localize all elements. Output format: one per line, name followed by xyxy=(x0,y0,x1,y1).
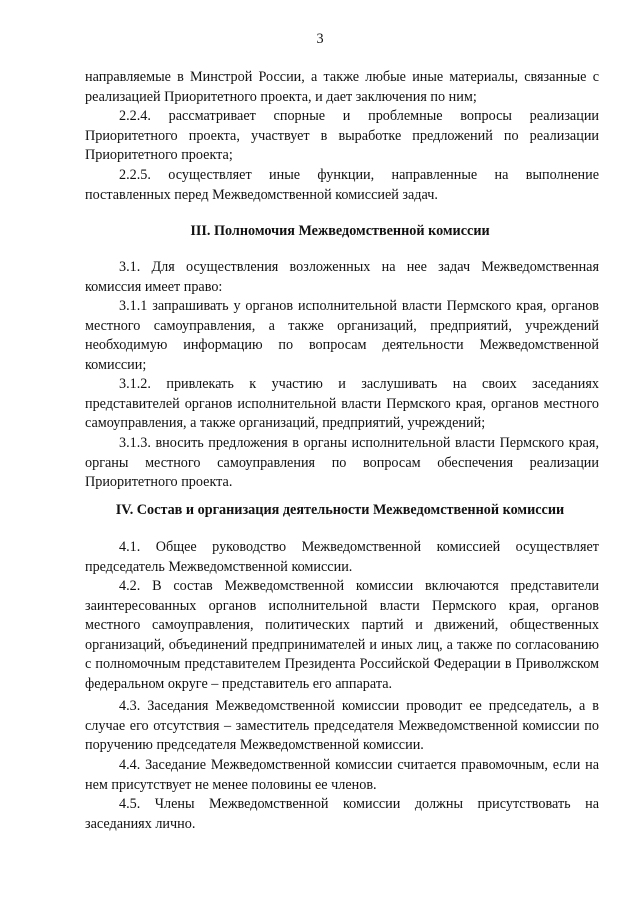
page-number: 3 xyxy=(316,31,324,47)
paragraph-4-3: 4.3. Заседания Межведомственной комиссии проводит ее председатель, а в случае его отсутствия – заместитель председателя Межведомственной комиссии по поручению председателя Межведомственной комиссии. xyxy=(85,698,599,754)
paragraph-3-1-2: 3.1.2. привлекать к участию и заслушивать на своих заседаниях представителей органов исполнительной власти Пермского края, органов местного самоуправления, а также организаций, предприятий, учреждений; xyxy=(85,376,599,432)
paragraph-3-1-1: 3.1.1 запрашивать у органов исполнительной власти Пермского края, органов местного самоуправления, а также организаций, предприятий, учреждений необходимую информацию по вопросам деятельности Межведомственной комиссии; xyxy=(85,298,599,373)
paragraph-2-2-5: 2.2.5. осуществляет иные функции, направленные на выполнение поставленных перед Межведомственной комиссией задач. xyxy=(85,167,599,203)
paragraph-4-2: 4.2. В состав Межведомственной комиссии включаются представители заинтересованных органов исполнительной власти Пермского края, органов местного самоуправления, политических партий и движений, общественных организаций, объединений предпринимателей и иных лиц, а также по согласованию с полномочным представителем Президента Российской Федерации в Приволжском федеральном округе – представитель его аппарата. xyxy=(85,578,599,692)
paragraph-continuation: направляемые в Минстрой России, а также любые иные материалы, связанные с реализацией Приоритетного проекта, и дает заключения по ним; xyxy=(85,69,599,105)
paragraph-4-1: 4.1. Общее руководство Межведомственной комиссией осуществляет председатель Межведомственной комиссии. xyxy=(85,539,599,575)
paragraph-4-5: 4.5. Члены Межведомственной комиссии должны присутствовать на заседаниях лично. xyxy=(85,796,599,832)
paragraph-4-4: 4.4. Заседание Межведомственной комиссии считается правомочным, если на нем присутствует не менее половины ее членов. xyxy=(85,757,599,793)
section-heading-iv: IV. Состав и организация деятельности Межведомственной комиссии xyxy=(115,502,565,518)
paragraph-2-2-4: 2.2.4. рассматривает спорные и проблемные вопросы реализации Приоритетного проекта, участвует в выработке предложений по реализации Приоритетного проекта; xyxy=(85,108,599,164)
section-heading-iii: III. Полномочия Межведомственной комиссии xyxy=(190,223,490,239)
paragraph-3-1: 3.1. Для осуществления возложенных на нее задач Межведомственная комиссия имеет право: xyxy=(85,259,599,295)
paragraph-3-1-3: 3.1.3. вносить предложения в органы исполнительной власти Пермского края, органы местного самоуправления по вопросам обеспечения реализации Приоритетного проекта. xyxy=(85,435,599,491)
